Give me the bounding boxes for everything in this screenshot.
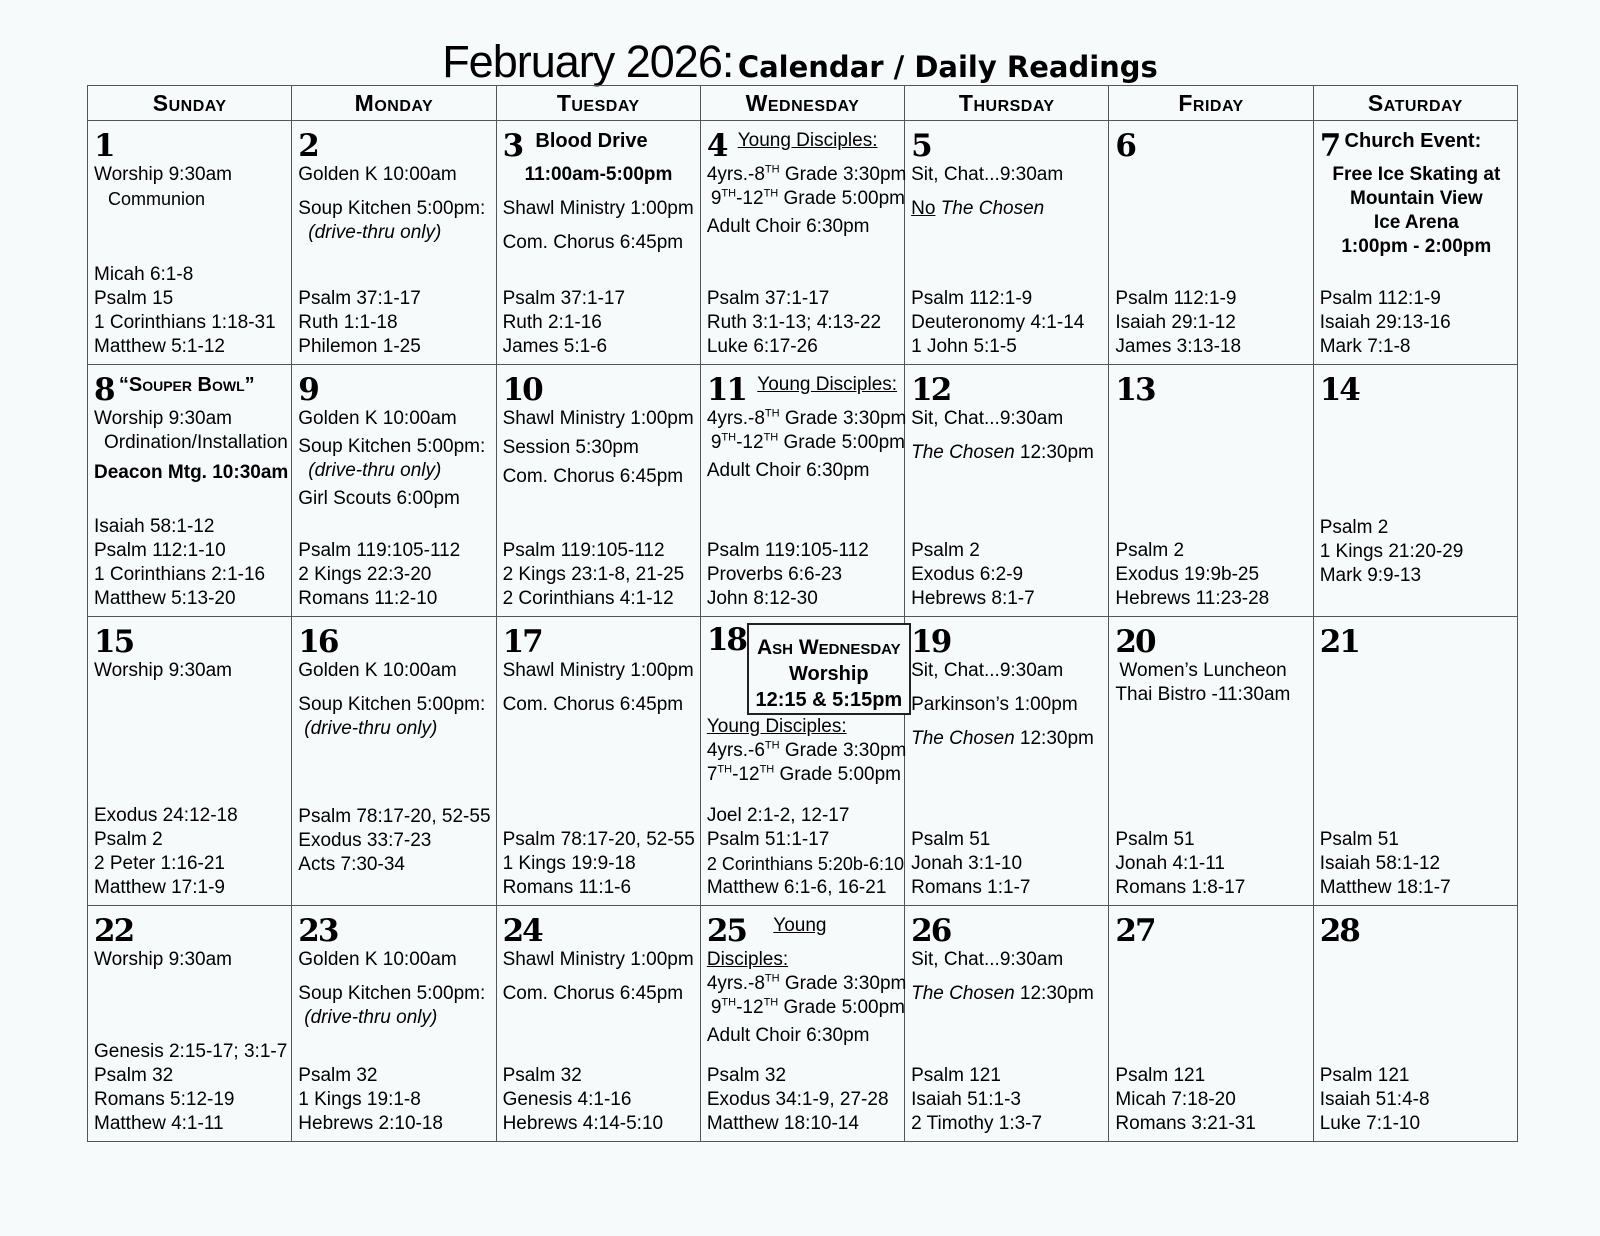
reading: Micah 7:18-20	[1115, 1089, 1236, 1110]
event: Soup Kitchen 5:00pm:	[298, 198, 486, 219]
day-number: 11	[706, 372, 746, 408]
reading: Psalm 121	[1115, 1065, 1206, 1086]
day-cell	[496, 617, 700, 906]
reading: Romans 5:12-19	[94, 1089, 235, 1110]
reading: Psalm 2	[1319, 517, 1389, 538]
day-cell	[905, 365, 1109, 617]
reading: James 3:13-18	[1115, 336, 1242, 357]
reading: Deuteronomy 4:1-14	[911, 312, 1085, 333]
reading: Psalm 2	[94, 829, 163, 850]
event: Shawl Ministry 1:00pm	[502, 949, 694, 970]
reading: Hebrews 2:10-18	[298, 1113, 443, 1134]
ordinal: TH	[764, 739, 780, 752]
weekday-thursday: Thursday	[905, 86, 1109, 121]
event: -12	[732, 764, 760, 785]
ordinal: TH	[764, 407, 780, 420]
reading: Romans 11:1-6	[502, 877, 632, 898]
event: Com. Chorus 6:45pm	[502, 466, 684, 487]
reading: Exodus 19:9b-25	[1115, 564, 1260, 585]
reading: 2 Corinthians 4:1-12	[502, 588, 674, 609]
event: Golden K 10:00am	[298, 408, 457, 429]
day-cell	[88, 906, 292, 1142]
day-number: 5	[911, 128, 931, 164]
weekday-friday: Friday	[1109, 86, 1313, 121]
day-number: 22	[94, 913, 134, 949]
event: Free Ice Skating at	[1332, 164, 1501, 185]
reading: Psalm 37:1-17	[706, 288, 830, 309]
ash-times: 12:15 & 5:15pm	[755, 689, 903, 711]
day-cell	[496, 906, 700, 1142]
event: (drive-thru only)	[304, 1007, 438, 1028]
reading: Romans 11:2-10	[298, 588, 438, 609]
event: Worship 9:30am	[94, 949, 232, 970]
day-cell	[1109, 617, 1313, 906]
day-number: 6	[1115, 128, 1135, 164]
reading: Isaiah 29:13-16	[1319, 312, 1451, 333]
reading: Psalm 119:105-112	[502, 540, 665, 561]
event: 4yrs.-8	[706, 408, 765, 429]
reading: 2 Kings 22:3-20	[298, 564, 432, 585]
ash-wednesday-box	[747, 623, 911, 715]
reading: Matthew 17:1-9	[94, 877, 225, 898]
event: Ordination/Installation	[104, 432, 288, 453]
day-number: 1	[94, 128, 114, 164]
reading: Psalm 15	[94, 288, 174, 309]
reading: 2 Kings 23:1-8, 21-25	[502, 564, 685, 585]
reading: Exodus 6:2-9	[911, 564, 1024, 585]
event: Grade 5:00pm	[783, 997, 905, 1018]
event: Com. Chorus 6:45pm	[502, 694, 684, 715]
reading: Psalm 51:1-17	[706, 829, 830, 850]
day-cell	[292, 121, 496, 365]
day-cell	[292, 365, 496, 617]
week-row	[88, 617, 1518, 906]
reading: Micah 6:1-8	[94, 264, 194, 285]
event: (drive-thru only)	[308, 222, 442, 243]
day-number: 7	[1319, 128, 1340, 164]
day-cell	[1313, 365, 1517, 617]
weekday-header-row	[88, 86, 1518, 121]
reading: 2 Peter 1:16-21	[94, 853, 225, 874]
reading: 1 Kings 21:20-29	[1319, 541, 1464, 562]
reading: Psalm 51	[1115, 829, 1195, 850]
event: Soup Kitchen 5:00pm:	[298, 694, 486, 715]
reading: Jonah 4:1-11	[1115, 853, 1225, 874]
event: Grade 3:30pm	[784, 740, 907, 761]
reading: Romans 3:21-31	[1115, 1113, 1256, 1134]
reading: Psalm 37:1-17	[298, 288, 421, 309]
event-heading: Church Event:	[1344, 130, 1482, 152]
ordinal: TH	[721, 431, 737, 444]
reading: Matthew 18:1-7	[1319, 877, 1451, 898]
day-cell	[88, 121, 292, 365]
day-cell	[1109, 365, 1313, 617]
day-cell	[1109, 121, 1313, 365]
reading: Isaiah 58:1-12	[94, 516, 215, 537]
title-subtitle: Calendar / Daily Readings	[737, 50, 1158, 84]
reading: 1 Kings 19:9-18	[502, 853, 636, 874]
reading: 1 Corinthians 1:18-31	[94, 312, 276, 333]
reading: Matthew 5:13-20	[94, 588, 236, 609]
event: Sit, Chat...9:30am	[911, 408, 1064, 429]
weekday-saturday: Saturday	[1313, 86, 1517, 121]
day-number: 27	[1115, 913, 1155, 949]
weekday-sunday: Sunday	[88, 86, 292, 121]
day-number: 12	[911, 372, 951, 408]
weekday-monday: Monday	[292, 86, 496, 121]
event: Session 5:30pm	[502, 437, 639, 458]
reading: Matthew 18:10-14	[706, 1113, 859, 1134]
event: Shawl Ministry 1:00pm	[502, 198, 694, 219]
event: The Chosen	[940, 198, 1045, 219]
day-number: 25	[706, 913, 746, 949]
day-cell	[700, 121, 907, 365]
reading: Psalm 2	[1115, 540, 1185, 561]
day-cell	[292, 617, 496, 906]
day-cell	[700, 617, 907, 906]
event: Ice Arena	[1373, 212, 1459, 233]
reading: Matthew 5:1-12	[94, 336, 225, 357]
event: Com. Chorus 6:45pm	[502, 983, 684, 1004]
event: Grade 3:30pm	[784, 973, 907, 994]
day-number: 2	[298, 128, 318, 164]
reading: Hebrews 11:23-28	[1115, 588, 1270, 609]
event: Soup Kitchen 5:00pm:	[298, 983, 486, 1004]
day-cell	[905, 906, 1109, 1142]
day-number: 3	[502, 128, 523, 164]
ordinal: TH	[717, 763, 733, 776]
reading: Psalm 121	[911, 1065, 1001, 1086]
day-number: 10	[502, 372, 542, 408]
event: The Chosen	[911, 442, 1015, 463]
ordinal: TH	[721, 187, 737, 200]
event: Deacon Mtg. 10:30am	[94, 462, 289, 483]
day-cell	[496, 121, 700, 365]
event-heading: Young Disciples:	[737, 130, 878, 151]
reading: Psalm 78:17-20, 52-55	[502, 829, 695, 850]
event: 4yrs.-8	[706, 164, 765, 185]
day-cell	[1313, 617, 1517, 906]
reading: Exodus 24:12-18	[94, 805, 238, 826]
day-number: 15	[94, 624, 134, 660]
event: Shawl Ministry 1:00pm	[502, 408, 694, 429]
day-cell	[496, 365, 700, 617]
day-number: 24	[502, 913, 542, 949]
reading: Genesis 2:15-17; 3:1-7	[94, 1041, 288, 1062]
week-row	[88, 365, 1518, 617]
day-number: 23	[298, 913, 338, 949]
week-row	[88, 906, 1518, 1142]
event: Mountain View	[1350, 188, 1483, 209]
reading: Jonah 3:1-10	[911, 853, 1023, 874]
reading: Luke 7:1-10	[1319, 1113, 1421, 1134]
event-heading: Young Disciples:	[706, 915, 827, 970]
reading: Acts 7:30-34	[298, 854, 405, 875]
reading: Exodus 33:7-23	[298, 830, 432, 851]
reading: Ruth 1:1-18	[298, 312, 398, 333]
day-number: 21	[1319, 624, 1359, 660]
event: (drive-thru only)	[304, 718, 438, 739]
day-number: 13	[1115, 372, 1155, 408]
event: 4yrs.-6	[706, 740, 765, 761]
ordinal: TH	[764, 972, 780, 985]
reading: Mark 7:1-8	[1319, 336, 1411, 357]
ordinal: TH	[764, 163, 780, 176]
event: No	[911, 198, 936, 219]
event: -12	[736, 997, 764, 1018]
event: Girl Scouts 6:00pm	[298, 488, 460, 509]
reading: 1 Kings 19:1-8	[298, 1089, 421, 1110]
event-heading: Blood Drive	[535, 130, 648, 152]
day-number: 19	[911, 624, 951, 660]
reading: Psalm 119:105-112	[298, 540, 461, 561]
ash-title: Ash Wednesday	[757, 636, 901, 659]
event: Grade 5:00pm	[783, 432, 905, 453]
page-title	[0, 36, 1600, 88]
reading: 2 Corinthians 5:20b-6:10	[706, 854, 904, 874]
reading: James 5:1-6	[502, 336, 608, 357]
event: -12	[736, 432, 764, 453]
reading: Psalm 112:1-10	[94, 540, 226, 561]
event: Golden K 10:00am	[298, 949, 457, 970]
reading: Isaiah 58:1-12	[1319, 853, 1441, 874]
reading: Proverbs 6:6-23	[706, 564, 843, 585]
event: 9	[710, 997, 722, 1018]
reading: Matthew 6:1-6, 16-21	[706, 877, 887, 898]
day-cell	[292, 906, 496, 1142]
weekday-wednesday: Wednesday	[700, 86, 904, 121]
reading: Joel 2:1-2, 12-17	[706, 805, 850, 826]
day-number: 16	[298, 624, 338, 660]
event: Com. Chorus 6:45pm	[502, 232, 684, 253]
reading: Ruth 2:1-16	[502, 312, 602, 333]
reading: Psalm 32	[298, 1065, 378, 1086]
event: 7	[706, 764, 718, 785]
day-number: 17	[502, 624, 542, 660]
reading: Mark 9:9-13	[1319, 565, 1422, 586]
event: Grade 3:30pm	[784, 164, 907, 185]
ordinal: TH	[763, 431, 779, 444]
event: 11:00am-5:00pm	[524, 164, 673, 185]
event: Golden K 10:00am	[298, 660, 457, 681]
event: 9	[710, 432, 722, 453]
event: Thai Bistro -11:30am	[1115, 684, 1291, 705]
reading: Psalm 119:105-112	[706, 540, 869, 561]
event: The Chosen	[911, 983, 1015, 1004]
reading: Philemon 1-25	[298, 336, 421, 357]
event: Communion	[108, 189, 206, 209]
ordinal: TH	[763, 996, 779, 1009]
reading: Psalm 121	[1319, 1065, 1410, 1086]
ash-worship: Worship	[789, 663, 869, 685]
reading: Psalm 112:1-9	[1319, 288, 1441, 309]
reading: 2 Timothy 1:3-7	[911, 1113, 1043, 1134]
event: 12:30pm	[1019, 728, 1094, 749]
event: Worship 9:30am	[94, 660, 232, 681]
event: Soup Kitchen 5:00pm:	[298, 436, 486, 457]
reading: Matthew 4:1-11	[94, 1113, 224, 1134]
event: 1:00pm - 2:00pm	[1341, 236, 1492, 257]
event: Sit, Chat...9:30am	[911, 949, 1064, 970]
day-number: 28	[1319, 913, 1359, 949]
reading: Psalm 2	[911, 540, 980, 561]
reading: 1 John 5:1-5	[911, 336, 1017, 357]
reading: Psalm 112:1-9	[911, 288, 1033, 309]
event: Grade 3:30pm	[784, 408, 907, 429]
reading: Psalm 51	[911, 829, 991, 850]
event: Worship 9:30am	[94, 408, 232, 429]
week-row	[88, 121, 1518, 365]
event: Women’s Luncheon	[1119, 660, 1287, 681]
event: Golden K 10:00am	[298, 164, 457, 185]
day-cell	[88, 617, 292, 906]
calendar-grid	[87, 85, 1518, 1142]
reading: Ruth 3:1-13; 4:13-22	[706, 312, 882, 333]
event-heading: Young Disciples:	[757, 374, 898, 395]
day-number: 18	[706, 622, 746, 658]
reading: 1 Corinthians 2:1-16	[94, 564, 266, 585]
event: The Chosen	[911, 728, 1015, 749]
event: Sit, Chat...9:30am	[911, 164, 1064, 185]
reading: Genesis 4:1-16	[502, 1089, 632, 1110]
day-cell	[1109, 906, 1313, 1142]
event-heading: Young Disciples:	[706, 716, 847, 737]
reading: Psalm 32	[706, 1065, 787, 1086]
day-number: 4	[706, 128, 727, 164]
reading: Isaiah 51:4-8	[1319, 1089, 1430, 1110]
day-number: 26	[911, 913, 951, 949]
event: Shawl Ministry 1:00pm	[502, 660, 694, 681]
reading: Isaiah 51:1-3	[911, 1089, 1021, 1110]
reading: Psalm 78:17-20, 52-55	[298, 806, 491, 827]
event: 4yrs.-8	[706, 973, 765, 994]
day-cell	[700, 365, 907, 617]
reading: Psalm 32	[94, 1065, 174, 1086]
event: Adult Choir 6:30pm	[706, 460, 870, 481]
event: Adult Choir 6:30pm	[706, 1025, 870, 1046]
event: 12:30pm	[1019, 442, 1094, 463]
reading: Hebrews 8:1-7	[911, 588, 1035, 609]
day-cell	[905, 617, 1109, 906]
day-number: 9	[298, 372, 318, 408]
ordinal: TH	[721, 996, 737, 1009]
reading: Hebrews 4:14-5:10	[502, 1113, 664, 1134]
reading: Psalm 51	[1319, 829, 1399, 850]
reading: Psalm 32	[502, 1065, 582, 1086]
event: -12	[736, 188, 764, 209]
ordinal: TH	[759, 763, 775, 776]
reading: Luke 6:17-26	[706, 336, 818, 357]
reading: Romans 1:8-17	[1115, 877, 1246, 898]
event: Parkinson’s 1:00pm	[911, 694, 1078, 715]
event: Grade 5:00pm	[783, 188, 905, 209]
day-number: 8	[94, 372, 114, 408]
reading: Isaiah 29:1-12	[1115, 312, 1236, 333]
day-number: 14	[1319, 372, 1359, 408]
reading: John 8:12-30	[706, 588, 818, 609]
reading: Psalm 37:1-17	[502, 288, 626, 309]
day-cell	[700, 906, 907, 1142]
day-cell	[905, 121, 1109, 365]
event: 9	[710, 188, 722, 209]
event-heading: “Souper Bowl”	[118, 374, 255, 396]
event: Grade 5:00pm	[779, 764, 901, 785]
weekday-tuesday: Tuesday	[496, 86, 700, 121]
day-cell	[88, 365, 292, 617]
day-number: 20	[1115, 624, 1155, 660]
event: (drive-thru only)	[308, 460, 442, 481]
reading: Psalm 112:1-9	[1115, 288, 1237, 309]
event: Adult Choir 6:30pm	[706, 216, 870, 237]
reading: Exodus 34:1-9, 27-28	[706, 1089, 889, 1110]
event: Worship 9:30am	[94, 164, 232, 185]
ordinal: TH	[763, 187, 779, 200]
day-cell	[1313, 121, 1517, 365]
event: 12:30pm	[1019, 983, 1094, 1004]
day-cell	[1313, 906, 1517, 1142]
event: Sit, Chat...9:30am	[911, 660, 1064, 681]
reading: Romans 1:1-7	[911, 877, 1031, 898]
title-month: February 2026:	[442, 36, 734, 87]
